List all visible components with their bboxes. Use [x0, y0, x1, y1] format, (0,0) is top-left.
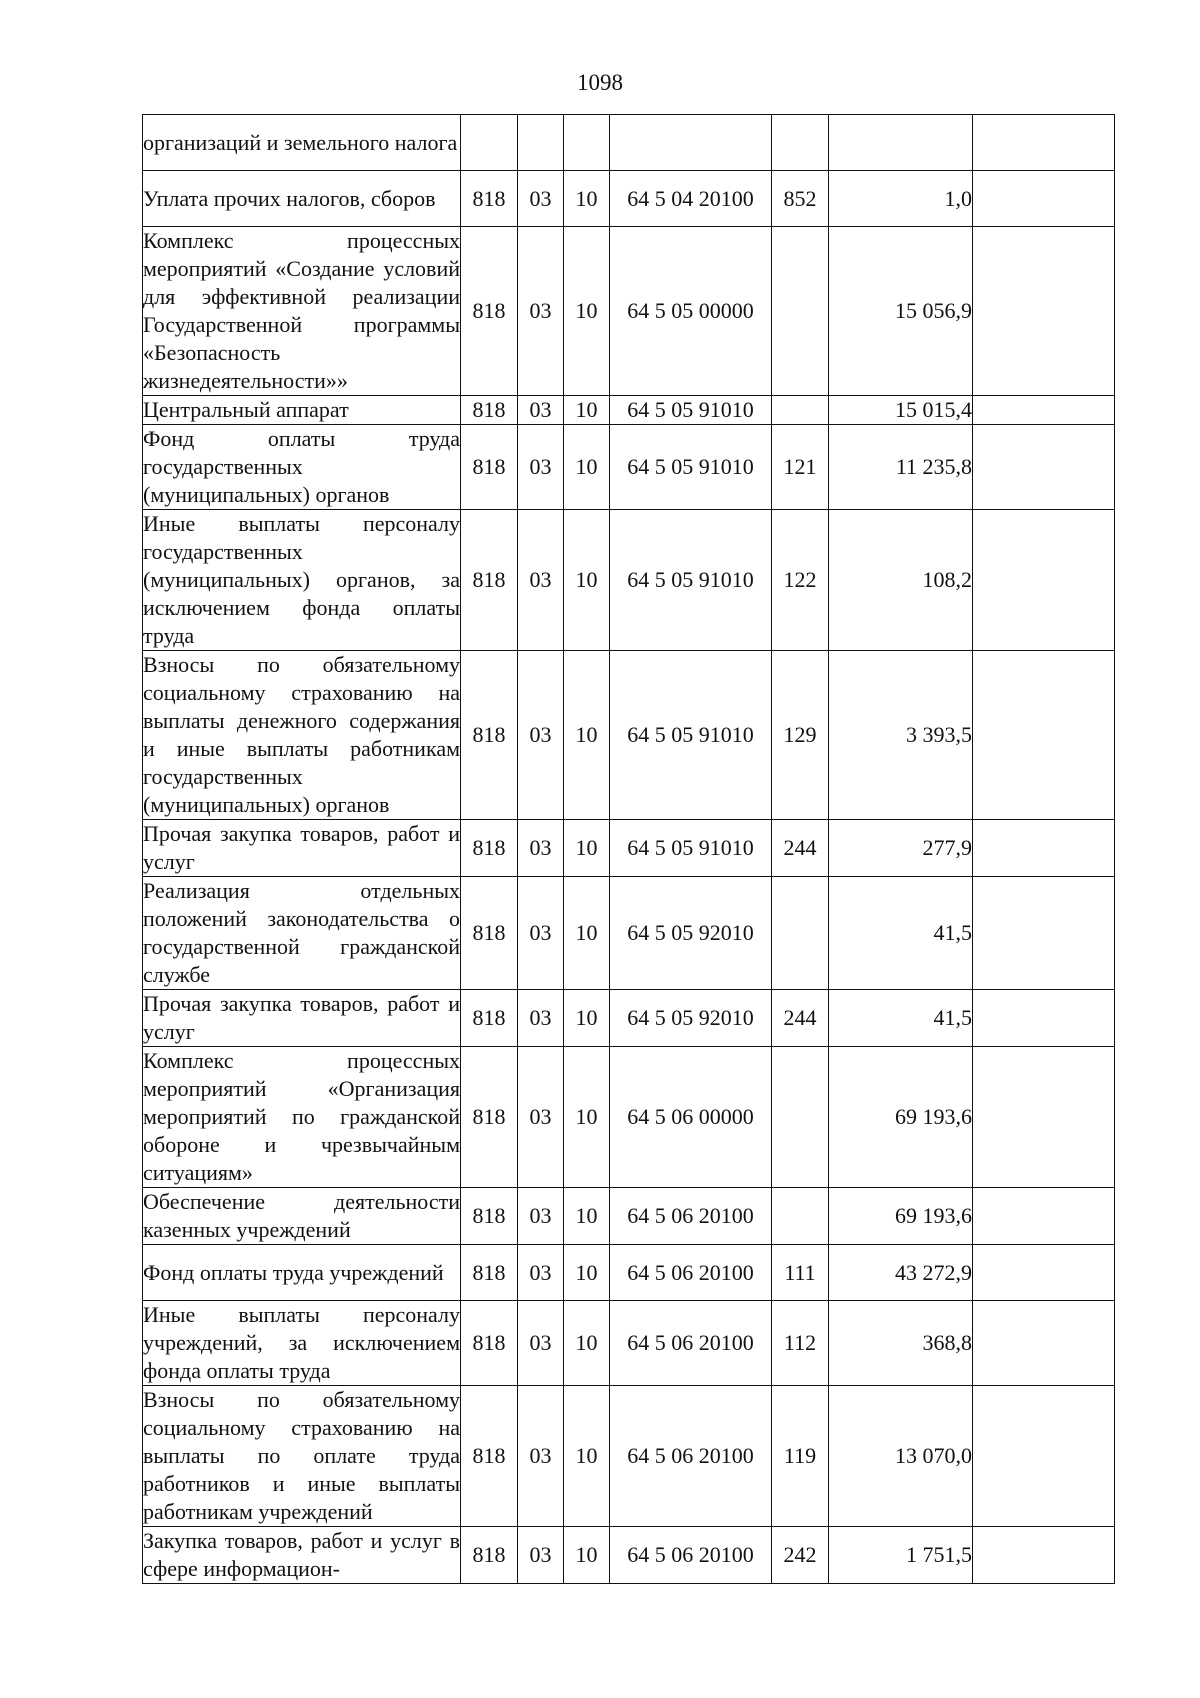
table-row: [143, 396, 1115, 425]
row-section-cell: 03: [518, 1527, 564, 1584]
row-subsection-cell: [564, 115, 610, 171]
row-sum-cell: 1,0: [829, 171, 973, 227]
row-expense-type-cell: 119: [772, 1386, 829, 1527]
table-row: [143, 1245, 1115, 1301]
row-empty-cell: [973, 1527, 1115, 1584]
row-grbs-cell: 818: [461, 877, 518, 990]
row-subsection-cell: 10: [564, 1386, 610, 1527]
row-name-cell: Взносы по обязательному социальному страхованию на выплаты по оплате труда работников и иные выплаты работникам учреждений: [143, 1386, 461, 1527]
row-expense-type-cell: [772, 227, 829, 396]
row-sum-cell: 15 056,9: [829, 227, 973, 396]
row-expense-type-cell: 129: [772, 651, 829, 820]
table-row: [143, 1301, 1115, 1386]
row-empty-cell: [973, 651, 1115, 820]
row-grbs-cell: 818: [461, 1245, 518, 1301]
row-target-article-cell: 64 5 05 92010: [610, 990, 772, 1047]
row-empty-cell: [973, 227, 1115, 396]
row-section-cell: [518, 115, 564, 171]
table-row: [143, 425, 1115, 510]
row-subsection-cell: 10: [564, 651, 610, 820]
table-row: [143, 820, 1115, 877]
table-row: [143, 510, 1115, 651]
row-expense-type-cell: [772, 1047, 829, 1188]
row-subsection-cell: 10: [564, 1245, 610, 1301]
table-row: [143, 171, 1115, 227]
row-grbs-cell: 818: [461, 651, 518, 820]
row-empty-cell: [973, 1386, 1115, 1527]
table-row: [143, 1188, 1115, 1245]
row-expense-type-cell: 112: [772, 1301, 829, 1386]
row-sum-cell: 41,5: [829, 990, 973, 1047]
row-section-cell: 03: [518, 651, 564, 820]
table-row: [143, 1386, 1115, 1527]
table-row: [143, 651, 1115, 820]
row-sum-cell: 3 393,5: [829, 651, 973, 820]
row-sum-cell: 15 015,4: [829, 396, 973, 425]
row-target-article-cell: 64 5 06 20100: [610, 1245, 772, 1301]
row-section-cell: 03: [518, 990, 564, 1047]
row-target-article-cell: 64 5 06 20100: [610, 1386, 772, 1527]
row-sum-cell: 69 193,6: [829, 1047, 973, 1188]
budget-table: [142, 114, 1115, 1584]
row-subsection-cell: 10: [564, 990, 610, 1047]
row-name-cell: Комплекс процессных мероприятий «Организация мероприятий по гражданской обороне и чрезвычайным ситуациям»: [143, 1047, 461, 1188]
row-target-article-cell: 64 5 05 00000: [610, 227, 772, 396]
row-empty-cell: [973, 990, 1115, 1047]
row-section-cell: 03: [518, 510, 564, 651]
row-subsection-cell: 10: [564, 1047, 610, 1188]
row-sum-cell: 43 272,9: [829, 1245, 973, 1301]
row-sum-cell: 1 751,5: [829, 1527, 973, 1584]
row-subsection-cell: 10: [564, 1527, 610, 1584]
row-grbs-cell: 818: [461, 1301, 518, 1386]
row-subsection-cell: 10: [564, 877, 610, 990]
row-grbs-cell: 818: [461, 425, 518, 510]
row-name-cell: Уплата прочих налогов, сборов: [143, 171, 461, 227]
row-empty-cell: [973, 171, 1115, 227]
row-section-cell: 03: [518, 1386, 564, 1527]
row-name-cell: Прочая закупка товаров, работ и услуг: [143, 820, 461, 877]
row-target-article-cell: 64 5 06 00000: [610, 1047, 772, 1188]
row-name-cell: организаций и земельного налога: [143, 115, 461, 171]
table-row: [143, 990, 1115, 1047]
row-name-cell: Комплекс процессных мероприятий «Создание условий для эффективной реализации Государственной программы «Безопасность жизнедеятельности»»: [143, 227, 461, 396]
row-grbs-cell: 818: [461, 396, 518, 425]
row-grbs-cell: 818: [461, 820, 518, 877]
row-expense-type-cell: 852: [772, 171, 829, 227]
row-sum-cell: 11 235,8: [829, 425, 973, 510]
row-empty-cell: [973, 1188, 1115, 1245]
row-empty-cell: [973, 115, 1115, 171]
row-expense-type-cell: 111: [772, 1245, 829, 1301]
row-empty-cell: [973, 1047, 1115, 1188]
table-row: [143, 115, 1115, 171]
row-section-cell: 03: [518, 171, 564, 227]
row-expense-type-cell: 121: [772, 425, 829, 510]
row-target-article-cell: 64 5 05 91010: [610, 425, 772, 510]
table-row: [143, 1527, 1115, 1584]
row-name-cell: Иные выплаты персоналу государственных (муниципальных) органов, за исключением фонда оплаты труда: [143, 510, 461, 651]
row-name-cell: Прочая закупка товаров, работ и услуг: [143, 990, 461, 1047]
table-row: [143, 227, 1115, 396]
row-target-article-cell: 64 5 06 20100: [610, 1301, 772, 1386]
row-grbs-cell: 818: [461, 510, 518, 651]
row-grbs-cell: [461, 115, 518, 171]
row-empty-cell: [973, 396, 1115, 425]
row-section-cell: 03: [518, 1188, 564, 1245]
row-empty-cell: [973, 1245, 1115, 1301]
row-empty-cell: [973, 425, 1115, 510]
row-expense-type-cell: 242: [772, 1527, 829, 1584]
row-subsection-cell: 10: [564, 1301, 610, 1386]
row-section-cell: 03: [518, 877, 564, 990]
row-name-cell: Иные выплаты персоналу учреждений, за исключением фонда оплаты труда: [143, 1301, 461, 1386]
row-empty-cell: [973, 877, 1115, 990]
row-grbs-cell: 818: [461, 1386, 518, 1527]
row-subsection-cell: 10: [564, 820, 610, 877]
row-section-cell: 03: [518, 425, 564, 510]
row-sum-cell: 13 070,0: [829, 1386, 973, 1527]
row-empty-cell: [973, 820, 1115, 877]
row-sum-cell: 368,8: [829, 1301, 973, 1386]
row-grbs-cell: 818: [461, 990, 518, 1047]
row-grbs-cell: 818: [461, 171, 518, 227]
row-section-cell: 03: [518, 396, 564, 425]
row-target-article-cell: 64 5 05 91010: [610, 510, 772, 651]
row-target-article-cell: 64 5 05 91010: [610, 651, 772, 820]
row-sum-cell: 108,2: [829, 510, 973, 651]
row-name-cell: Взносы по обязательному социальному страхованию на выплаты денежного содержания и иные выплаты работникам государственных (муниципальных) органов: [143, 651, 461, 820]
row-sum-cell: [829, 115, 973, 171]
row-grbs-cell: 818: [461, 1047, 518, 1188]
row-target-article-cell: 64 5 06 20100: [610, 1188, 772, 1245]
row-expense-type-cell: [772, 396, 829, 425]
row-target-article-cell: 64 5 06 20100: [610, 1527, 772, 1584]
row-section-cell: 03: [518, 1245, 564, 1301]
row-target-article-cell: [610, 115, 772, 171]
row-subsection-cell: 10: [564, 396, 610, 425]
row-sum-cell: 41,5: [829, 877, 973, 990]
row-target-article-cell: 64 5 04 20100: [610, 171, 772, 227]
row-subsection-cell: 10: [564, 425, 610, 510]
row-grbs-cell: 818: [461, 1188, 518, 1245]
row-expense-type-cell: [772, 877, 829, 990]
row-expense-type-cell: 244: [772, 990, 829, 1047]
row-target-article-cell: 64 5 05 92010: [610, 877, 772, 990]
row-sum-cell: 277,9: [829, 820, 973, 877]
row-section-cell: 03: [518, 227, 564, 396]
row-expense-type-cell: [772, 1188, 829, 1245]
table-row: [143, 1047, 1115, 1188]
row-expense-type-cell: 244: [772, 820, 829, 877]
row-target-article-cell: 64 5 05 91010: [610, 820, 772, 877]
row-name-cell: Закупка товаров, работ и услуг в сфере информацион-: [143, 1527, 461, 1584]
row-subsection-cell: 10: [564, 171, 610, 227]
row-name-cell: Центральный аппарат: [143, 396, 461, 425]
row-name-cell: Фонд оплаты труда учреждений: [143, 1245, 461, 1301]
row-sum-cell: 69 193,6: [829, 1188, 973, 1245]
row-subsection-cell: 10: [564, 227, 610, 396]
row-empty-cell: [973, 1301, 1115, 1386]
row-empty-cell: [973, 510, 1115, 651]
row-name-cell: Реализация отдельных положений законодательства о государственной гражданской службе: [143, 877, 461, 990]
table-row: [143, 877, 1115, 990]
row-grbs-cell: 818: [461, 227, 518, 396]
row-subsection-cell: 10: [564, 510, 610, 651]
page-number: 1098: [577, 70, 623, 95]
row-grbs-cell: 818: [461, 1527, 518, 1584]
row-expense-type-cell: [772, 115, 829, 171]
row-section-cell: 03: [518, 1301, 564, 1386]
row-name-cell: Обеспечение деятельности казенных учреждений: [143, 1188, 461, 1245]
row-subsection-cell: 10: [564, 1188, 610, 1245]
row-name-cell: Фонд оплаты труда государственных (муниципальных) органов: [143, 425, 461, 510]
row-section-cell: 03: [518, 1047, 564, 1188]
row-expense-type-cell: 122: [772, 510, 829, 651]
row-section-cell: 03: [518, 820, 564, 877]
row-target-article-cell: 64 5 05 91010: [610, 396, 772, 425]
